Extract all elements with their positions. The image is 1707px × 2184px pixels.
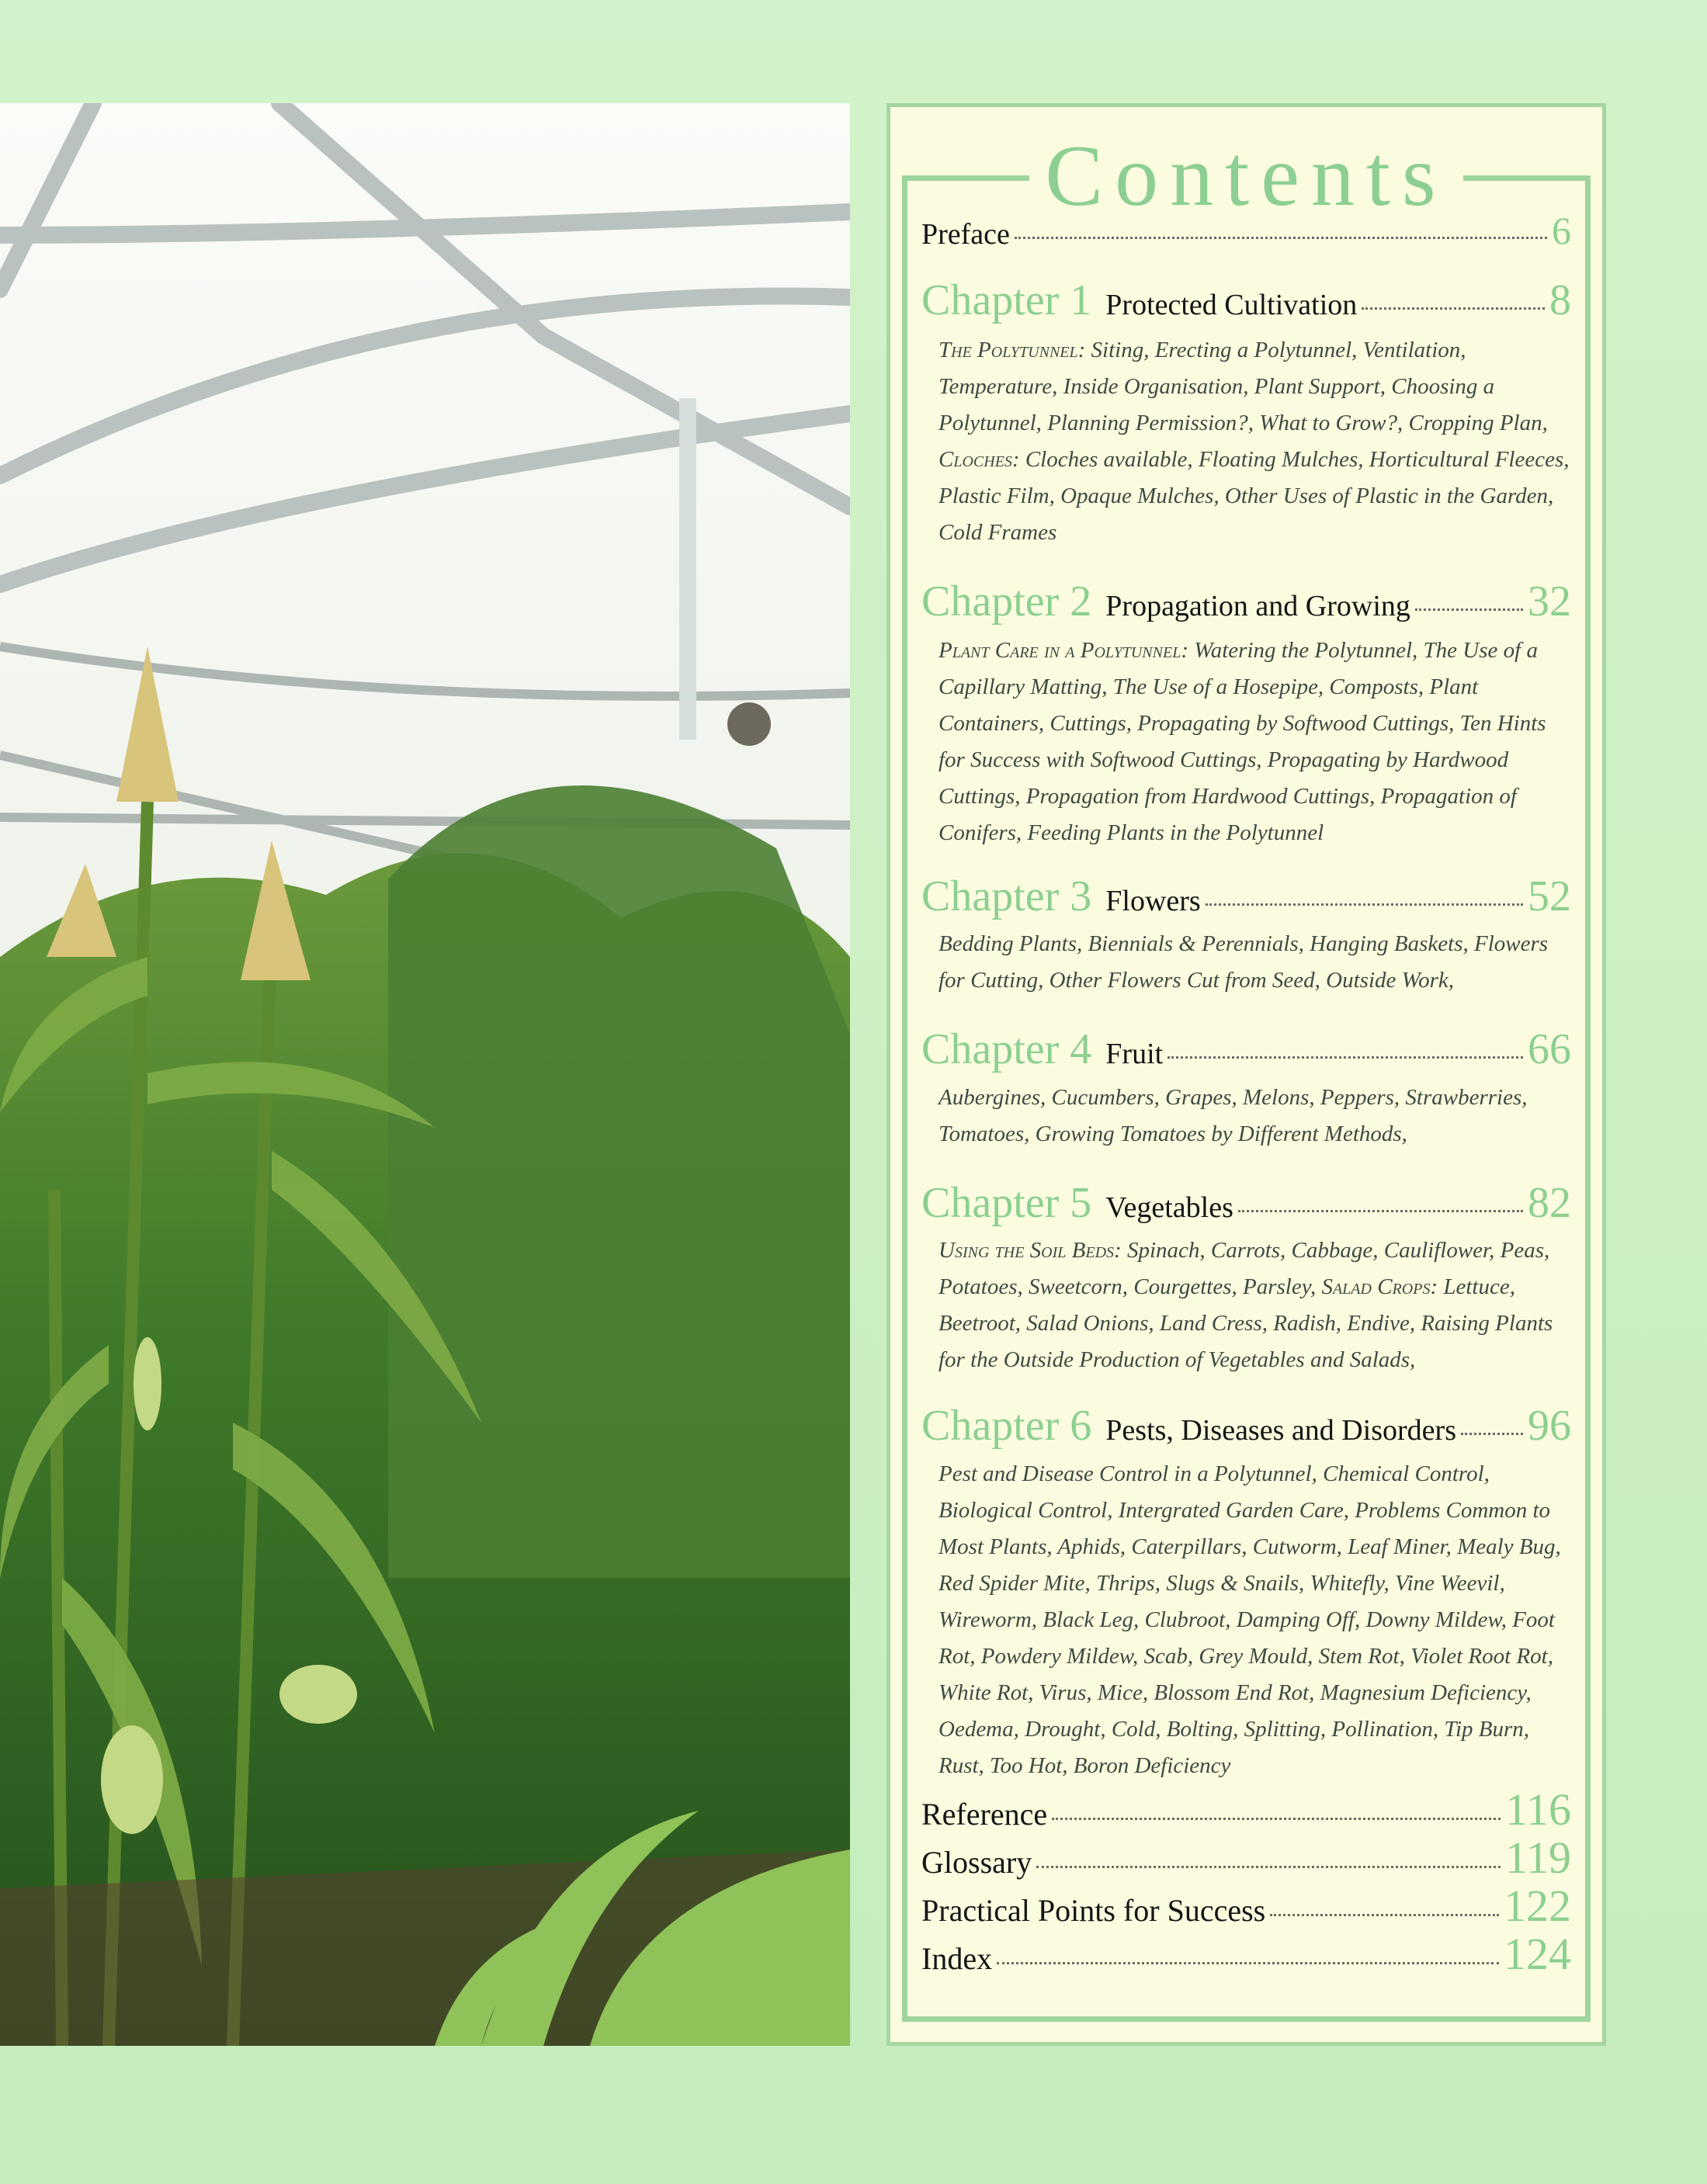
topic-list: Aubergines, Cucumbers, Grapes, Melons, Peppers, Strawberries, Tomatoes, Growing Tomatoes by Different Methods,	[939, 1085, 1528, 1146]
topic-list: Cloches available, Floating Mulches, Horticultural Fleeces, Plastic Film, Opaque Mulches, Other Uses of Plastic in the Garden, Cold Frames	[939, 447, 1570, 545]
chapter-6-topics	[939, 1456, 1571, 1784]
topic-list: Bedding Plants, Biennials & Perennials, Hanging Baskets, Flowers for Cutting, Other Flowers Cut from Seed, Outside Work,	[939, 931, 1549, 993]
chapter-number: Chapter 5	[921, 1179, 1092, 1227]
chapter-title: Pests, Diseases and Disorders	[1105, 1414, 1456, 1447]
dot-leader	[1415, 608, 1523, 611]
toc-entry-chapter-6[interactable]	[921, 1401, 1571, 1451]
dot-leader	[1270, 1914, 1499, 1916]
chapter-number: Chapter 1	[921, 276, 1092, 324]
topic-list: Pest and Disease Control in a Polytunnel, Chemical Control, Biological Control, Intergrated Garden Care, Problems Common to Most Plants, Aphids, Caterpillars, Cutworm, Leaf Miner, Mealy Bug, Red Spider Mite, Thrips, Slugs & Snails, Whitefly, Vine Weevil, Wireworm, Black Leg, Clubroot, Damping Off, Downy Mildew, Foot Rot, Powdery Mildew, Scab, Grey Mould, Stem Rot, Violet Root Rot, White Rot, Virus, Mice, Blossom End Rot, Magnesium Deficiency, Oedema, Drought, Cold, Bolting, Splitting, Pollination, Tip Burn, Rust, Too Hot, Boron Deficiency	[939, 1461, 1561, 1778]
chapter-4-topics	[939, 1080, 1571, 1153]
chapter-title: Protected Cultivation	[1105, 289, 1358, 321]
chapter-number: Chapter 4	[921, 1025, 1092, 1073]
toc-label: Index	[921, 1941, 993, 1976]
contents-panel	[886, 103, 1606, 2046]
dot-leader	[1036, 1866, 1501, 1868]
toc-entry-chapter-2[interactable]	[921, 577, 1571, 626]
toc-label-tail: Success	[1167, 1893, 1266, 1928]
toc-page-number: 6	[1552, 209, 1571, 252]
chapter-2-topics	[939, 633, 1571, 851]
dot-leader	[1167, 1056, 1523, 1059]
dot-leader	[1362, 307, 1545, 310]
chapter-title: Vegetables	[1105, 1191, 1233, 1224]
toc-page-number: 52	[1528, 872, 1571, 920]
toc-page-number: 122	[1504, 1881, 1571, 1931]
toc-page-number: 32	[1528, 577, 1571, 626]
topic-list: Siting, Erecting a Polytunnel, Ventilation, Temperature, Inside Organisation, Plant Support, Choosing a Polytunnel, Planning Permission?, What to Grow?, Cropping Plan,	[939, 338, 1548, 435]
toc-label	[921, 1892, 1265, 1929]
toc-entry-practical-points[interactable]	[921, 1880, 1571, 1932]
section-label: Plant Care in a Polytunnel:	[939, 638, 1188, 663]
chapter-5-topics	[939, 1232, 1571, 1378]
toc-label-main: Practical Points for	[921, 1893, 1167, 1928]
toc-entry-index[interactable]	[921, 1928, 1571, 1980]
toc-page-number: 8	[1549, 276, 1571, 324]
toc-entry-chapter-3[interactable]	[921, 872, 1571, 921]
topic-list: Spinach, Carrots, Cabbage, Cauliflower, Peas, Potatoes, Sweetcorn, Courgettes, Parsley,	[939, 1238, 1550, 1299]
toc-label: Preface	[921, 218, 1010, 251]
chapter-number: Chapter 3	[921, 872, 1092, 920]
toc-page-number: 82	[1528, 1179, 1571, 1227]
section-label: Using the Soil Beds:	[939, 1238, 1122, 1263]
dot-leader	[1461, 1433, 1523, 1435]
section-label: The Polytunnel:	[939, 338, 1086, 362]
dot-leader	[1015, 237, 1547, 239]
toc-entry-chapter-4[interactable]	[921, 1024, 1571, 1074]
polytunnel-photo	[0, 103, 850, 2046]
contents-title: Contents	[1029, 130, 1462, 222]
toc-label: Glossary	[921, 1845, 1032, 1880]
dot-leader	[1238, 1210, 1523, 1212]
topic-list: Lettuce, Beetroot, Salad Onions, Land Cress, Radish, Endive, Raising Plants for the Outside Production of Vegetables and Salads,	[939, 1274, 1553, 1372]
toc-entry-reference[interactable]	[921, 1784, 1571, 1836]
toc-label: Reference	[921, 1797, 1048, 1832]
toc-entry-preface[interactable]	[921, 208, 1571, 253]
toc-page-number: 66	[1528, 1025, 1571, 1073]
toc-entry-chapter-5[interactable]	[921, 1178, 1571, 1228]
chapter-number: Chapter 2	[921, 577, 1092, 626]
chapter-1-topics	[939, 332, 1571, 551]
toc-page-number: 124	[1504, 1929, 1571, 1979]
chapter-title: Flowers	[1105, 885, 1201, 917]
dot-leader	[1206, 903, 1523, 906]
chapter-title: Fruit	[1105, 1038, 1164, 1070]
section-label: Salad Crops:	[1321, 1274, 1438, 1299]
toc-page-number: 116	[1505, 1784, 1571, 1835]
polytunnel-photo-illustration	[0, 103, 850, 2046]
chapter-title: Propagation and Growing	[1105, 590, 1410, 622]
toc-page-number: 96	[1528, 1402, 1571, 1450]
chapter-3-topics	[939, 926, 1571, 999]
toc-page-number: 119	[1505, 1832, 1571, 1883]
dot-leader	[1052, 1818, 1501, 1820]
chapter-number: Chapter 6	[921, 1402, 1092, 1450]
topic-list: Watering the Polytunnel, The Use of a Capillary Matting, The Use of a Hosepipe, Composts, Plant Containers, Cuttings, Propagating by Softwood Cuttings, Ten Hints for Success with Softwood Cuttings, Propagating by Hardwood Cuttings, Propagation from Hardwood Cuttings, Propagation of Conifers, Feeding Plants in the Polytunnel	[939, 638, 1546, 845]
dot-leader	[997, 1962, 1499, 1964]
toc-entry-glossary[interactable]	[921, 1832, 1571, 1884]
section-label: Cloches:	[939, 447, 1020, 472]
toc-entry-chapter-1[interactable]	[921, 276, 1571, 325]
